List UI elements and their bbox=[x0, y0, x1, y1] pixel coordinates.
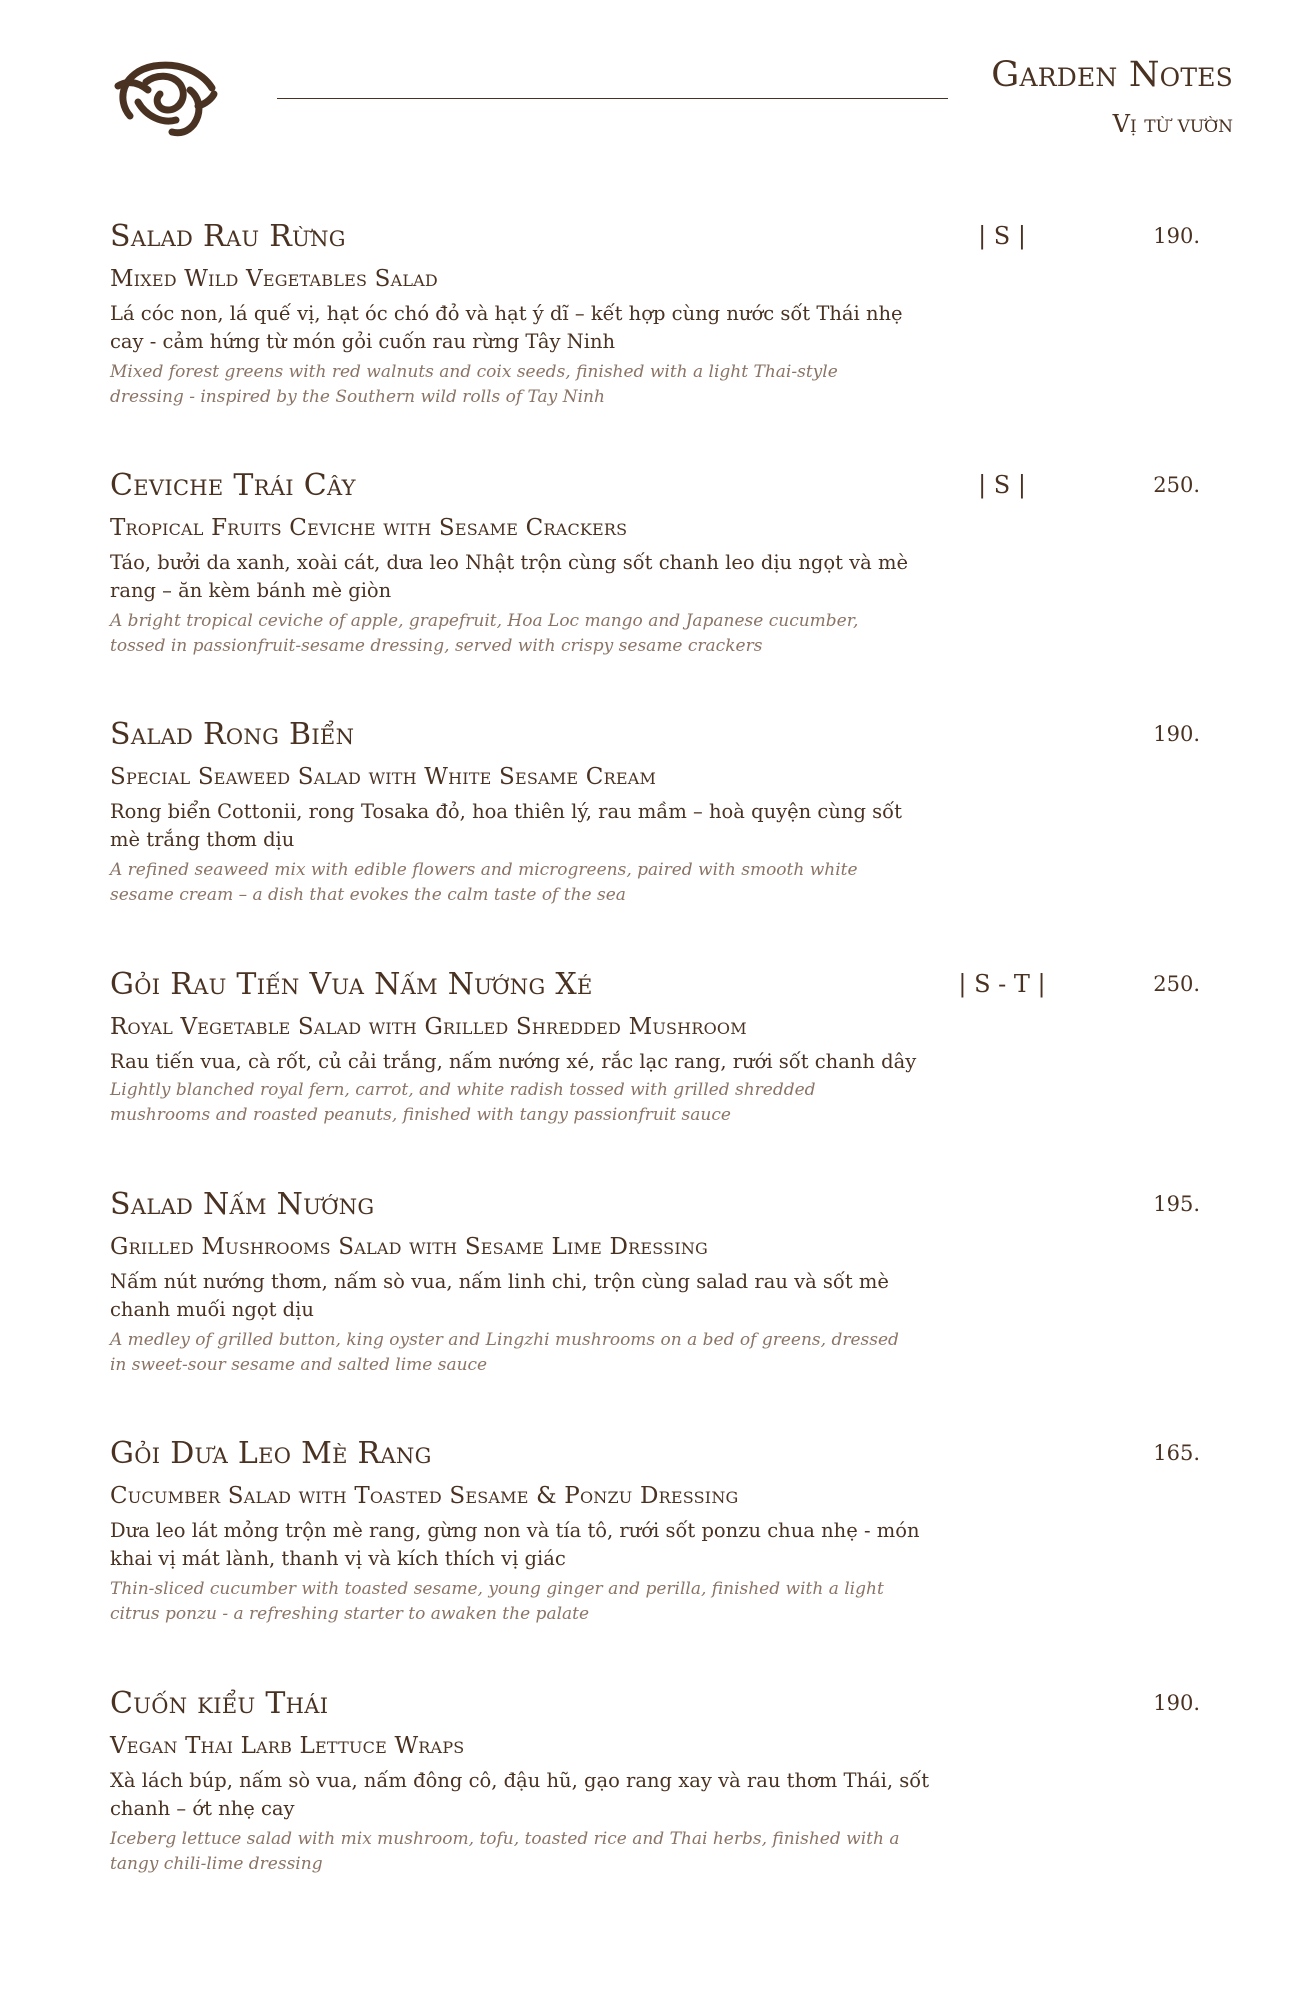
item-description-vi: Xà lách búp, nấm sò vua, nấm đông cô, đậu hũ, gạo rang xay và rau thơm Thái, sốt chanh – ớt nhẹ cay bbox=[110, 1769, 930, 1820]
item-description-vi: Nấm nút nướng thơm, nấm sò vua, nấm linh chi, trộn cùng salad rau và sốt mè chanh muối ngọt dịu bbox=[110, 1270, 889, 1321]
header-divider bbox=[277, 98, 948, 99]
item-name: Ceviche Trái Cây bbox=[110, 468, 356, 503]
menu-item bbox=[110, 1436, 1200, 1639]
menu-item bbox=[110, 468, 1200, 671]
item-english-name: Special Seaweed Salad with White Sesame Cream bbox=[110, 764, 657, 790]
item-tag: | S | bbox=[978, 222, 1026, 250]
item-description-en: Iceberg lettuce salad with mix mushroom, tofu, toasted rice and Thai herbs, finished with a tangy chili-lime dressing bbox=[110, 1829, 900, 1874]
item-tag: | S - T | bbox=[958, 970, 1046, 998]
item-english-name: Grilled Mushrooms Salad with Sesame Lime Dressing bbox=[110, 1234, 709, 1260]
item-price: 195. bbox=[1153, 1192, 1200, 1216]
item-price: 190. bbox=[1153, 224, 1200, 248]
item-english-name: Tropical Fruits Ceviche with Sesame Crackers bbox=[110, 515, 628, 541]
item-name: Cuốn kiểu Thái bbox=[110, 1686, 329, 1721]
item-description-en: A medley of grilled button, king oyster and Lingzhi mushrooms on a bed of greens, dressed in sweet-sour sesame and salted lime sauce bbox=[110, 1330, 899, 1375]
item-name: Salad Nấm Nướng bbox=[110, 1187, 375, 1222]
item-name: Gỏi Rau Tiến Vua Nấm Nướng Xé bbox=[110, 967, 593, 1002]
item-price: 250. bbox=[1153, 972, 1200, 996]
item-description-vi: Rong biển Cottonii, rong Tosaka đỏ, hoa thiên lý, rau mầm – hoà quyện cùng sốt mè trắng thơm dịu bbox=[110, 800, 902, 851]
page-title: Garden Notes bbox=[991, 55, 1233, 95]
item-description-en: A bright tropical ceviche of apple, grapefruit, Hoa Loc mango and Japanese cucumber, tossed in passionfruit-sesame dressing, served with crispy sesame crackers bbox=[110, 611, 859, 656]
menu-item bbox=[110, 219, 1200, 422]
item-description-en: Mixed forest greens with red walnuts and coix seeds, finished with a light Thai-style dressing - inspired by the Southern wild rolls of Tay Ninh bbox=[110, 362, 838, 407]
menu-item bbox=[110, 717, 1200, 920]
item-description-vi: Dưa leo lát mỏng trộn mè rang, gừng non và tía tô, rưới sốt ponzu chua nhẹ - món khai vị mát lành, thanh vị và kích thích vị giác bbox=[110, 1519, 920, 1570]
item-tag: | S | bbox=[978, 471, 1026, 499]
page-subtitle: Vị từ vườn bbox=[1112, 110, 1233, 138]
item-price: 250. bbox=[1153, 473, 1200, 497]
item-english-name: Mixed Wild Vegetables Salad bbox=[110, 266, 438, 292]
item-english-name: Vegan Thai Larb Lettuce Wraps bbox=[110, 1733, 465, 1759]
item-name: Salad Rong Biển bbox=[110, 717, 355, 752]
item-price: 165. bbox=[1153, 1441, 1200, 1465]
item-price: 190. bbox=[1153, 722, 1200, 746]
item-description-en: A refined seaweed mix with edible flowers and microgreens, paired with smooth white sesame cream – a dish that evokes the calm taste of the sea bbox=[110, 860, 858, 905]
item-description-vi: Rau tiến vua, cà rốt, củ cải trắng, nấm nướng xé, rắc lạc rang, rưới sốt chanh dây bbox=[110, 1050, 917, 1073]
item-description-en: Thin-sliced cucumber with toasted sesame, young ginger and perilla, finished with a light citrus ponzu - a refreshing starter to awaken the palate bbox=[110, 1579, 884, 1624]
item-english-name: Cucumber Salad with Toasted Sesame & Ponzu Dressing bbox=[110, 1483, 739, 1509]
item-price: 190. bbox=[1153, 1691, 1200, 1715]
item-description-en: Lightly blanched royal fern, carrot, and white radish tossed with grilled shredded mushrooms and roasted peanuts, finished with tangy passionfruit sauce bbox=[110, 1080, 816, 1125]
menu-item bbox=[110, 1187, 1200, 1390]
item-name: Gỏi Dưa Leo Mè Rang bbox=[110, 1436, 432, 1471]
menu-item bbox=[110, 967, 1200, 1170]
item-description-vi: Lá cóc non, lá quế vị, hạt óc chó đỏ và hạt ý dĩ – kết hợp cùng nước sốt Thái nhẹ cay - cảm hứng từ món gỏi cuốn rau rừng Tây Ninh bbox=[110, 302, 903, 353]
swirl-spiral-logo-icon bbox=[110, 54, 222, 140]
item-description-vi: Táo, bưởi da xanh, xoài cát, dưa leo Nhật trộn cùng sốt chanh leo dịu ngọt và mè rang – ăn kèm bánh mè giòn bbox=[110, 551, 909, 602]
item-english-name: Royal Vegetable Salad with Grilled Shredded Mushroom bbox=[110, 1014, 747, 1040]
item-name: Salad Rau Rừng bbox=[110, 219, 346, 254]
menu-item bbox=[110, 1686, 1200, 1889]
